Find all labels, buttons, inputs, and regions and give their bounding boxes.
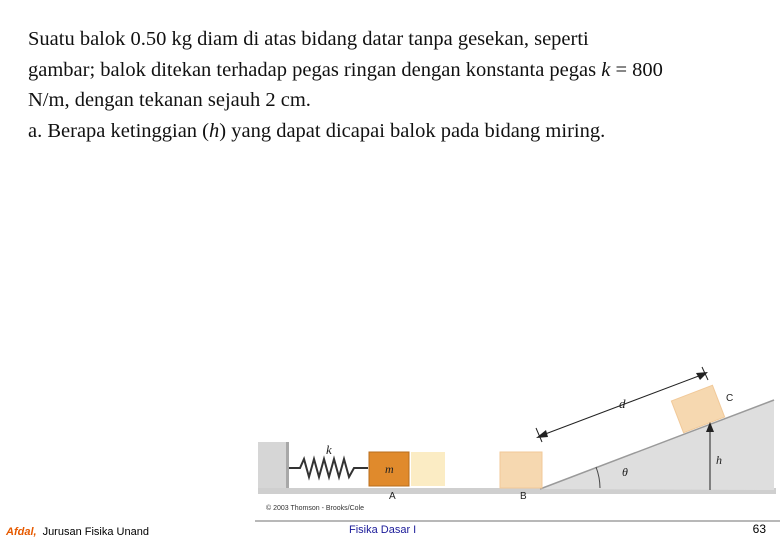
footer-credit [6, 526, 149, 538]
footer-author: Afdal, [6, 526, 37, 538]
footer [0, 520, 780, 540]
angle-label: θ [622, 465, 628, 479]
point-a-label: A [389, 491, 396, 502]
problem-line-3: N/m, dengan tekanan sejauh 2 cm. [28, 89, 311, 111]
copyright: © 2003 Thomson - Brooks/Cole [266, 505, 365, 512]
question-a [28, 116, 758, 147]
point-c-label: C [726, 393, 734, 404]
footer-divider [255, 520, 780, 522]
footer-department: Jurusan Fisika Unand [42, 526, 149, 538]
spring-constant-value: = 800 [610, 58, 663, 81]
problem-text [28, 24, 758, 146]
spring-incline-figure [256, 366, 776, 516]
block-ghost-b [500, 452, 542, 488]
wall-edge [286, 442, 289, 490]
spring-constant-symbol: k [601, 58, 611, 81]
spring-label: k [326, 442, 332, 457]
wall [258, 442, 288, 490]
problem-line-1: Suatu balok 0.50 kg diam di atas bidang datar tanpa gesekan, seperti [28, 28, 589, 50]
question-a-pre: a. Berapa ketinggian ( [28, 119, 210, 142]
height-symbol: h [209, 119, 220, 142]
spring [289, 459, 368, 477]
footer-course: Fisika Dasar I [349, 524, 417, 536]
mass-label: m [385, 462, 394, 476]
question-a-post: ) yang dapat dicapai balok pada bidang miring. [219, 119, 606, 142]
page-number: 63 [752, 522, 766, 536]
height-label: h [716, 453, 722, 467]
problem-line-2-text: gambar; balok ditekan terhadap pegas ringan dengan konstanta pegas [28, 58, 602, 81]
distance-label: d [619, 396, 626, 411]
point-b-label: B [520, 491, 527, 502]
problem-line-2 [28, 55, 758, 86]
block-ghost-a [411, 452, 445, 486]
